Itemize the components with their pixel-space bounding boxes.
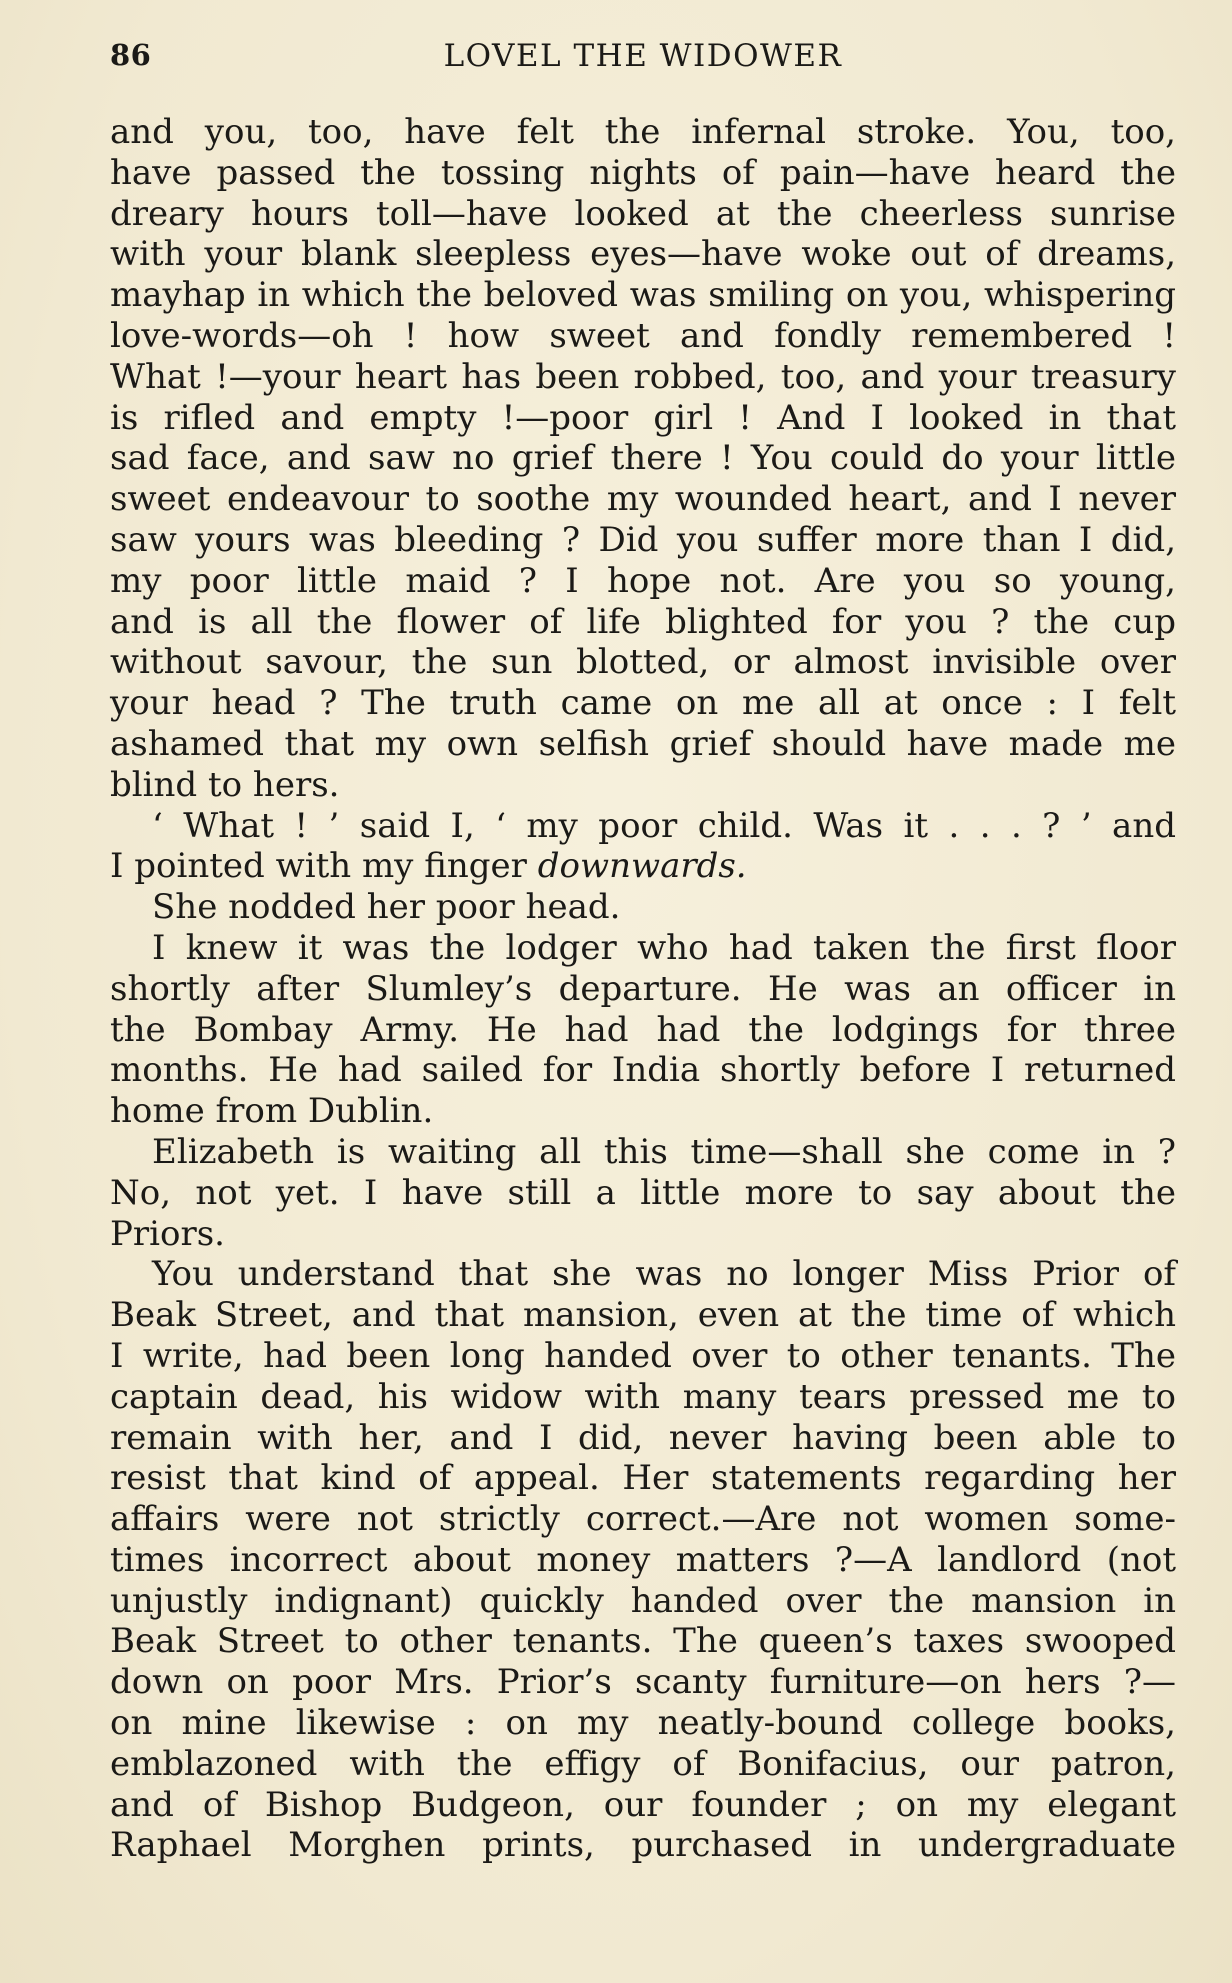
text-line: shortly after Slumley’s departure. He was an officer in — [110, 968, 1176, 1009]
text-line: my poor little maid ? I hope not. Are you so young, — [110, 560, 1176, 601]
text-line: Beak Street to other tenants. The queen’s taxes swooped — [110, 1621, 1176, 1662]
text-segment: I pointed with my finger — [110, 846, 538, 887]
text-line: captain dead, his widow with many tears pressed me to — [110, 1376, 1176, 1417]
text-line: Beak Street, and that mansion, even at the time of which — [110, 1295, 1176, 1336]
text-line: is rifled and empty !—poor girl ! And I looked in that — [110, 397, 1176, 438]
text-line: I write, had been long handed over to other tenants. The — [110, 1335, 1176, 1376]
text-line: remain with her, and I did, never having been able to — [110, 1417, 1176, 1458]
text-line: I knew it was the lodger who had taken the first floor — [152, 927, 1176, 968]
text-line: love-words—oh ! how sweet and fondly remembered ! — [110, 315, 1176, 356]
text-line: blind to hers. — [110, 764, 340, 805]
text-line-with-italic — [110, 846, 1176, 887]
body-text — [110, 112, 1176, 1866]
text-line: You understand that she was no longer Miss Prior of — [152, 1254, 1176, 1295]
text-line: Raphael Morghen prints, purchased in undergraduate — [110, 1825, 1176, 1866]
italic-word: downwards. — [537, 846, 747, 887]
text-line: and you, too, have felt the infernal stroke. You, too, — [110, 112, 1176, 152]
page-header — [110, 38, 1176, 82]
text-line: She nodded her poor head. — [152, 887, 621, 928]
text-line: down on poor Mrs. Prior’s scanty furniture—on hers ?— — [110, 1662, 1176, 1703]
text-line: sweet endeavour to soothe my wounded heart, and I never — [110, 479, 1176, 520]
page-number: 86 — [110, 38, 152, 72]
text-line: months. He had sailed for India shortly before I returned — [110, 1050, 1176, 1091]
text-line: times incorrect about money matters ?—A landlord (not — [110, 1539, 1176, 1580]
text-line: the Bombay Army. He had had the lodgings for three — [110, 1009, 1176, 1050]
text-line: without savour, the sun blotted, or almost invisible over — [110, 642, 1176, 683]
text-line: on mine likewise : on my neatly-bound college books, — [110, 1703, 1176, 1744]
text-line: and of Bishop Budgeon, our founder ; on my elegant — [110, 1784, 1176, 1825]
text-line: emblazoned with the effigy of Bonifacius, our patron, — [110, 1743, 1176, 1784]
text-line: affairs were not strictly correct.—Are not women some- — [110, 1499, 1176, 1540]
text-line: mayhap in which the beloved was smiling on you, whispering — [110, 275, 1176, 316]
text-line: have passed the tossing nights of pain—have heard the — [110, 152, 1176, 193]
text-line: and is all the flower of life blighted for you ? the cup — [110, 601, 1176, 642]
text-line: dreary hours toll—have looked at the cheerless sunrise — [110, 193, 1176, 234]
text-line: home from Dublin. — [110, 1091, 434, 1132]
text-line: ashamed that my own selfish grief should have made me — [110, 723, 1176, 764]
text-line: with your blank sleepless eyes—have woke out of dreams, — [110, 234, 1176, 275]
text-line: No, not yet. I have still a little more to say about the — [110, 1172, 1176, 1213]
text-line: your head ? The truth came on me all at once : I felt — [110, 683, 1176, 724]
text-line: ‘ What ! ’ said I, ‘ my poor child. Was it . . . ? ’ and — [152, 805, 1176, 846]
text-line: unjustly indignant) quickly handed over the mansion in — [110, 1580, 1176, 1621]
text-line: Elizabeth is waiting all this time—shall she come in ? — [152, 1131, 1176, 1172]
running-title: LOVEL THE WIDOWER — [443, 38, 843, 74]
text-line: saw yours was bleeding ? Did you suffer more than I did, — [110, 519, 1176, 560]
text-line: resist that kind of appeal. Her statements regarding her — [110, 1458, 1176, 1499]
text-line: Priors. — [110, 1213, 225, 1254]
text-line: What !—your heart has been robbed, too, and your treasury — [110, 356, 1176, 397]
text-line: sad face, and saw no grief there ! You could do your little — [110, 438, 1176, 479]
